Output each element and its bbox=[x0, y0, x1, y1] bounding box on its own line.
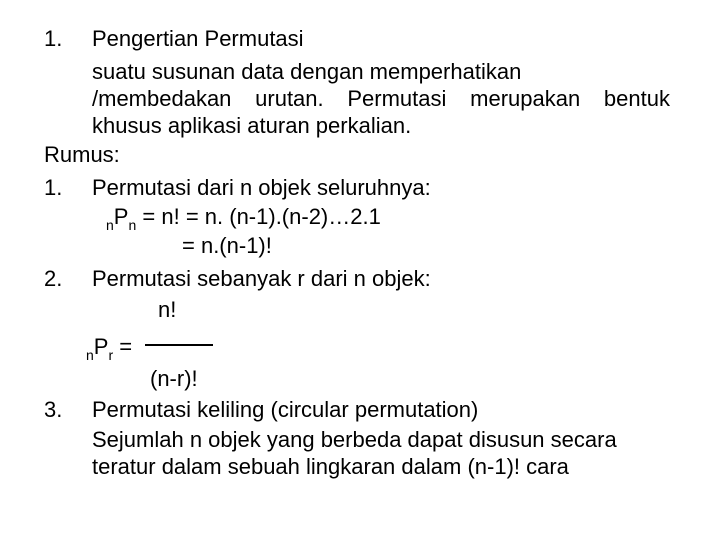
fraction-bar bbox=[145, 344, 213, 346]
item-number: 2. bbox=[44, 266, 63, 291]
item-number: 1. bbox=[44, 26, 63, 51]
formula-subscript: n bbox=[128, 217, 137, 233]
formula-partial-permutation bbox=[86, 334, 132, 362]
fraction-numerator: n! bbox=[158, 297, 177, 322]
section-title: Pengertian Permutasi bbox=[92, 26, 304, 51]
formula-expansion: = n! = n. (n-1).(n-2)…2.1 bbox=[142, 204, 381, 229]
formula-equals: = bbox=[119, 334, 133, 359]
definition-line: /membedakan urutan. Permutasi merupakan bentuk bbox=[92, 86, 670, 111]
formula-title: Permutasi sebanyak r dari n objek: bbox=[92, 266, 431, 291]
item-number: 1. bbox=[44, 175, 63, 200]
formula-symbol: P bbox=[93, 334, 109, 359]
item-number: 3. bbox=[44, 397, 63, 422]
formula-result: = n.(n-1)! bbox=[182, 233, 272, 258]
description-line: Sejumlah n objek yang berbeda dapat disusun secara bbox=[92, 427, 617, 452]
formula-subscript: r bbox=[108, 347, 114, 363]
formula-prefix-subscript: n bbox=[86, 347, 94, 363]
definition-line: suatu susunan data dengan memperhatikan bbox=[92, 59, 522, 84]
description-line: teratur dalam sebuah lingkaran dalam (n-1)! cara bbox=[92, 454, 569, 479]
formula-title: Permutasi dari n objek seluruhnya: bbox=[92, 175, 431, 200]
fraction-denominator: (n-r)! bbox=[150, 366, 198, 391]
definition-line: khusus aplikasi aturan perkalian. bbox=[92, 113, 412, 138]
formula-symbol: P bbox=[113, 204, 129, 229]
formula-heading: Rumus: bbox=[44, 142, 120, 167]
formula-title: Permutasi keliling (circular permutation) bbox=[92, 397, 479, 422]
formula-full-permutation bbox=[106, 204, 381, 232]
formula-prefix-subscript: n bbox=[106, 217, 114, 233]
